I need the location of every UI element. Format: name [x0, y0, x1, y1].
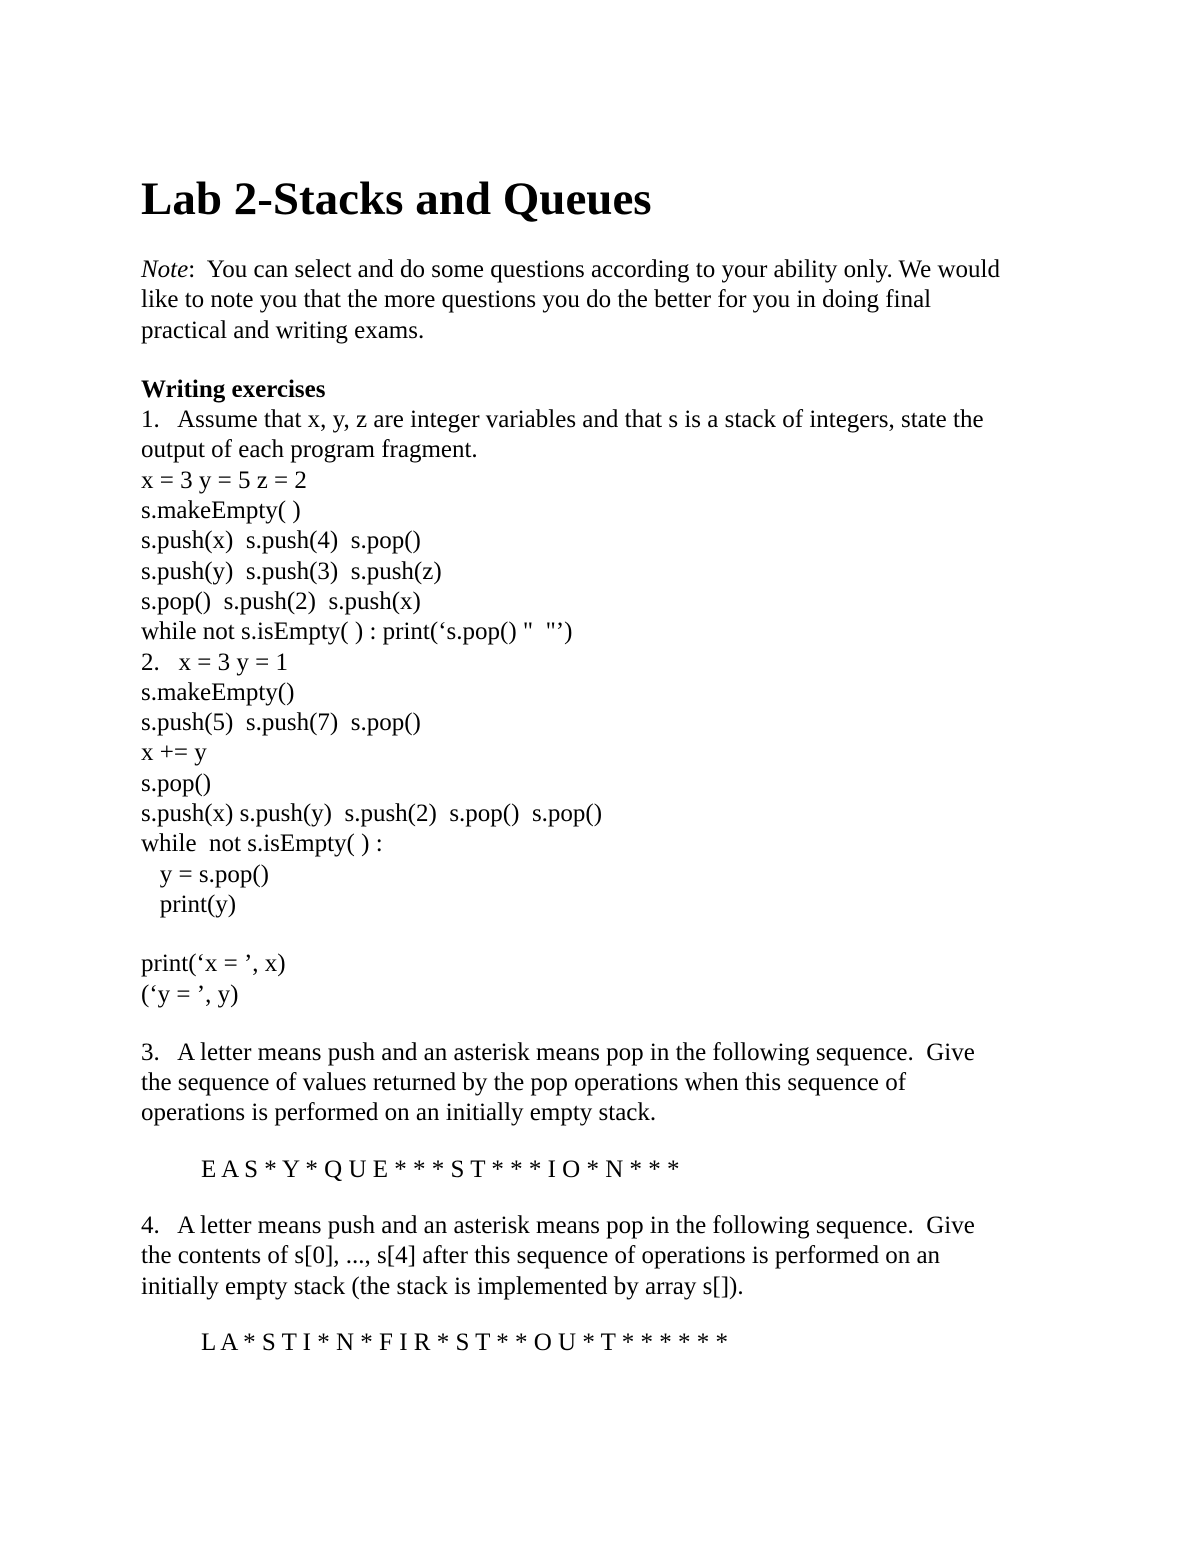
question-1-line-2: output of each program fragment.: [141, 436, 478, 464]
note-label: Note: [141, 256, 189, 283]
question-4-sequence: L A * S T I * N * F I R * S T * * O U * T * * * * * *: [201, 1328, 728, 1356]
note-paragraph-line-2: like to note you that the more questions you do the better for you in doing final: [141, 286, 932, 314]
note-text: : You can select and do some questions according to your ability only. We would: [188, 256, 1000, 283]
code-line: s.pop() s.push(2) s.push(x): [141, 587, 421, 615]
code-line: s.push(x) s.push(4) s.pop(): [141, 527, 421, 555]
question-4-line-3: initially empty stack (the stack is implemented by array s[]).: [141, 1272, 744, 1300]
question-4-line-1: 4. A letter means push and an asterisk means pop in the following sequence. Give: [141, 1212, 975, 1240]
spacer: [141, 1129, 1071, 1155]
code-line: s.push(x) s.push(y) s.push(2) s.pop() s.pop(): [141, 800, 603, 828]
spacer: [141, 1302, 1071, 1328]
code-line: x = 3 y = 5 z = 2: [141, 466, 307, 494]
question-1-line-1: 1. Assume that x, y, z are integer variables and that s is a stack of integers, state the: [141, 406, 984, 434]
document-body: [141, 170, 1071, 1358]
code-line: s.push(y) s.push(3) s.push(z): [141, 557, 442, 585]
question-3-sequence: E A S * Y * Q U E * * * S T * * * I O * N * * *: [201, 1155, 680, 1183]
spacer: [141, 920, 1071, 949]
question-2-line: 2. x = 3 y = 1: [141, 648, 288, 676]
code-line: while not s.isEmpty( ) :: [141, 830, 383, 858]
question-3-line-1: 3. A letter means push and an asterisk means pop in the following sequence. Give: [141, 1038, 975, 1066]
question-4-line-2: the contents of s[0], ..., s[4] after this sequence of operations is performed on an: [141, 1242, 941, 1270]
code-line: while not s.isEmpty( ) : print(‘s.pop() " "’): [141, 618, 573, 646]
question-3-line-2: the sequence of values returned by the pop operations when this sequence of: [141, 1069, 907, 1097]
note-paragraph-line-1: [141, 255, 1071, 285]
spacer: [141, 346, 1071, 375]
spacer: [141, 1185, 1071, 1211]
spacer: [141, 1010, 1071, 1038]
question-3-line-3: operations is performed on an initially empty stack.: [141, 1099, 657, 1127]
code-line: print(‘x = ’, x): [141, 950, 286, 978]
code-line: s.push(5) s.push(7) s.pop(): [141, 709, 421, 737]
note-paragraph-line-3: practical and writing exams.: [141, 316, 425, 344]
code-line: x += y: [141, 739, 207, 767]
code-line: s.makeEmpty(): [141, 678, 295, 706]
page-title: Lab 2-Stacks and Queues: [141, 173, 652, 225]
code-line: y = s.pop(): [141, 860, 269, 888]
code-line: (‘y = ’, y): [141, 980, 239, 1008]
code-line: print(y): [141, 890, 237, 918]
code-line: s.makeEmpty( ): [141, 497, 301, 525]
section-heading: Writing exercises: [141, 375, 326, 403]
code-line: s.pop(): [141, 769, 212, 797]
